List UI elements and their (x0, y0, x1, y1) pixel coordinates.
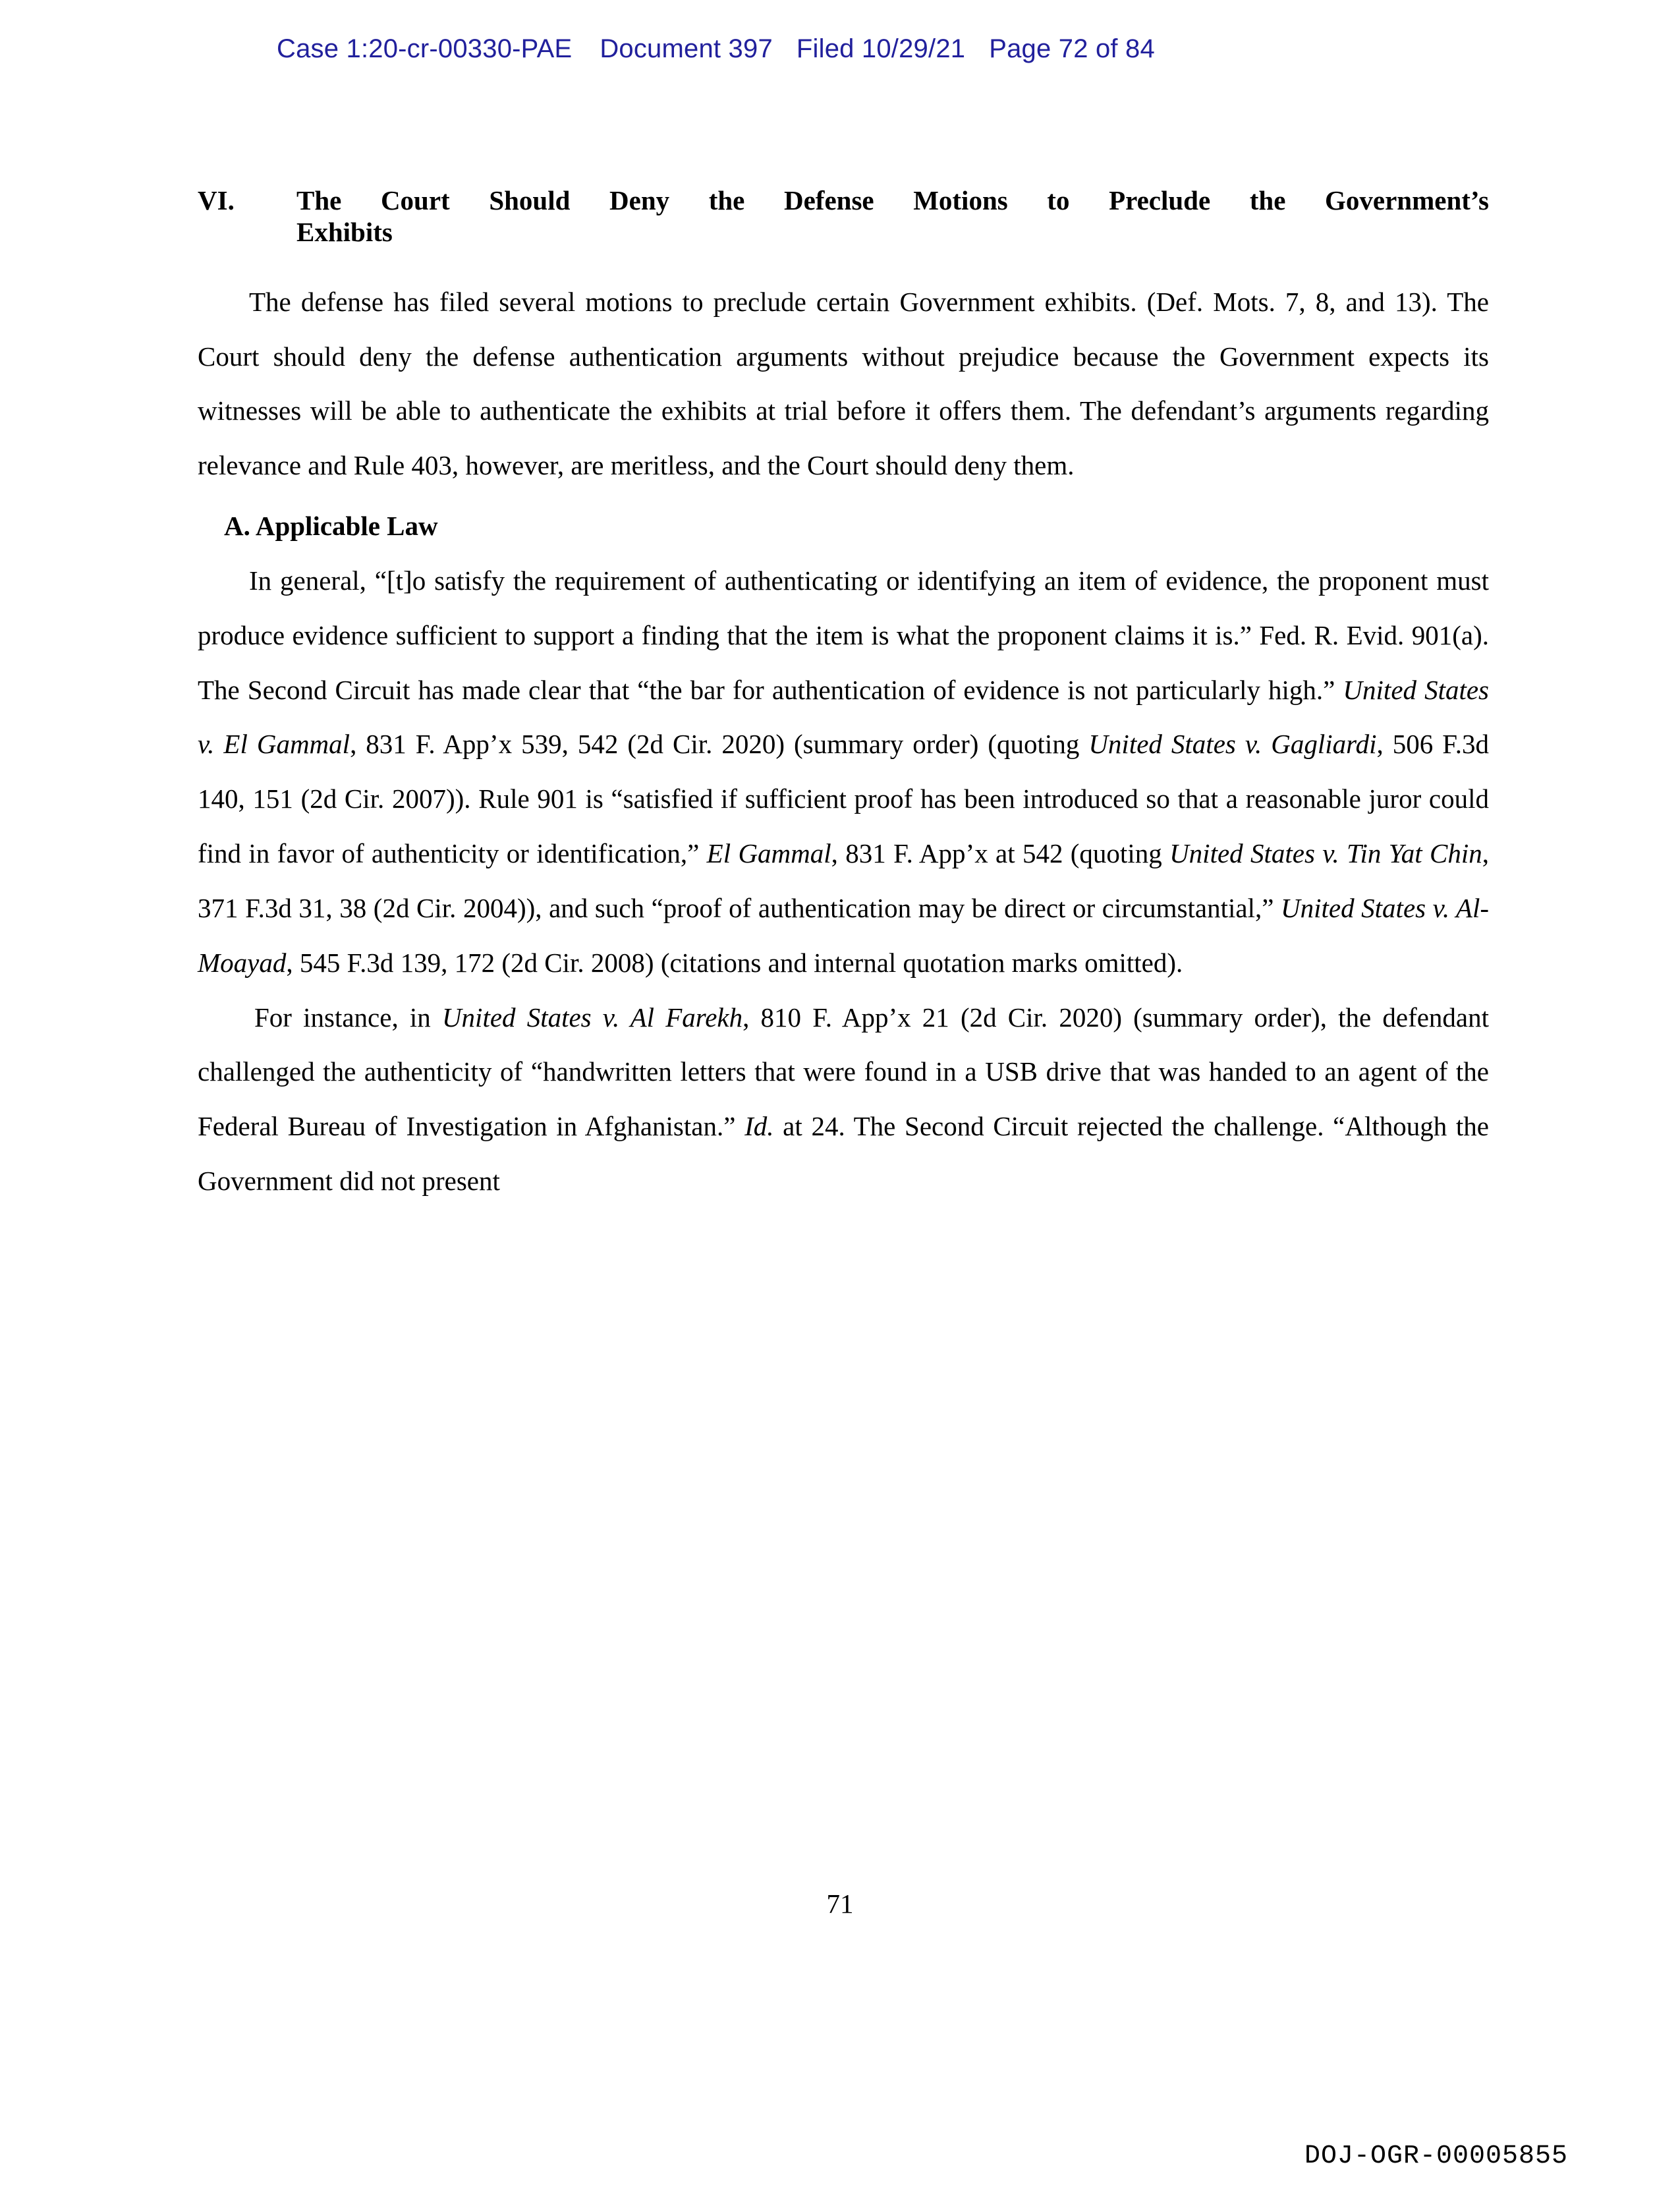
citation-tin-yat-chin: United States v. Tin Yat Chin (1169, 838, 1482, 869)
document-body (198, 184, 1489, 1208)
para-general-seg-4: , 831 F. App’x at 542 (quoting (831, 838, 1170, 869)
paragraph-in-general (198, 553, 1489, 990)
section-title-line-1: The Court Should Deny the Defense Motions to Preclude the Government’s (296, 185, 1489, 215)
citation-gagliardi: United States v. Gagliardi (1088, 729, 1377, 760)
citation-id: Id. (744, 1111, 774, 1142)
header-filed-date: Filed 10/29/21 (796, 34, 966, 63)
citation-al-farekh: United States v. Al Farekh (441, 1002, 743, 1033)
header-document-number: Document 397 (600, 34, 773, 63)
citation-el-gammal: United States v. El Gammal (198, 674, 1490, 760)
para-general-seg-1: In general, “[t]o satisfy the requirement of authenticating or identifying an item of evidence, the proponent must produce evidence sufficient to support a finding that the item is what the proponent claims it is.” Fed. R. Evid. 901(a). The Second Circuit has made clear that “the bar for authentication of evidence is not particularly high.” (198, 565, 1489, 705)
para-general-seg-6: , 545 F.3d 139, 172 (2d Cir. 2008) (citations and internal quotation marks omitted). (286, 947, 1183, 978)
paragraph-for-instance (198, 990, 1489, 1208)
ecf-header-stamp (277, 34, 1436, 64)
section-number: VI. (198, 185, 235, 215)
paragraph-defense-motions-text: The defense has filed several motions to preclude certain Government exhibits. (Def. Mots. 7, 8, and 13). The Court should deny the defense authentication arguments without prejudice because the Government expects its witnesses will be able to authenticate the exhibits at trial before it offers them. The defendant’s arguments regarding relevance and Rule 403, however, are meritless, and the Court should deny them. (198, 286, 1489, 481)
citation-el-gammal-short: El Gammal (706, 838, 831, 869)
citation-al-moayad: United States v. Al-Moayad (198, 892, 1489, 978)
paragraph-defense-motions (198, 275, 1489, 493)
header-case-number: Case 1:20-cr-00330-PAE (277, 34, 573, 63)
para-instance-seg-2: , 810 F. App’x 21 (2d Cir. 2020) (summary order), the defendant challenged the authenticity of “handwritten letters that were found in a USB drive that was handed to an agent of the Federal Bureau of Investigation in Afghanistan.” (198, 1002, 1490, 1142)
header-page-number: Page 72 of 84 (989, 34, 1155, 63)
para-instance-seg-1: For instance, in (254, 1002, 442, 1033)
para-general-seg-3: , 506 F.3d 140, 151 (2d Cir. 2007)). Rule 901 is “satisfied if sufficient proof has been introduced so that a reasonable juror could find in favor of authenticity or identification,” (198, 729, 1489, 869)
bates-number: DOJ-OGR-00005855 (1304, 2141, 1568, 2171)
subheading-applicable-law: A. Applicable Law (224, 511, 438, 541)
section-title (296, 184, 1489, 248)
page-number-footer: 71 (826, 1888, 854, 1919)
para-general-seg-2: , 831 F. App’x 539, 542 (2d Cir. 2020) (summary order) (quoting (350, 729, 1089, 760)
para-instance-seg-3: at 24. The Second Circuit rejected the challenge. “Although the Government did not present (198, 1111, 1489, 1196)
section-heading (198, 184, 1489, 248)
para-general-seg-5: , 371 F.3d 31, 38 (2d Cir. 2004)), and such “proof of authentication may be direct or circumstantial,” (198, 838, 1490, 923)
section-title-line-2: Exhibits (296, 217, 393, 248)
